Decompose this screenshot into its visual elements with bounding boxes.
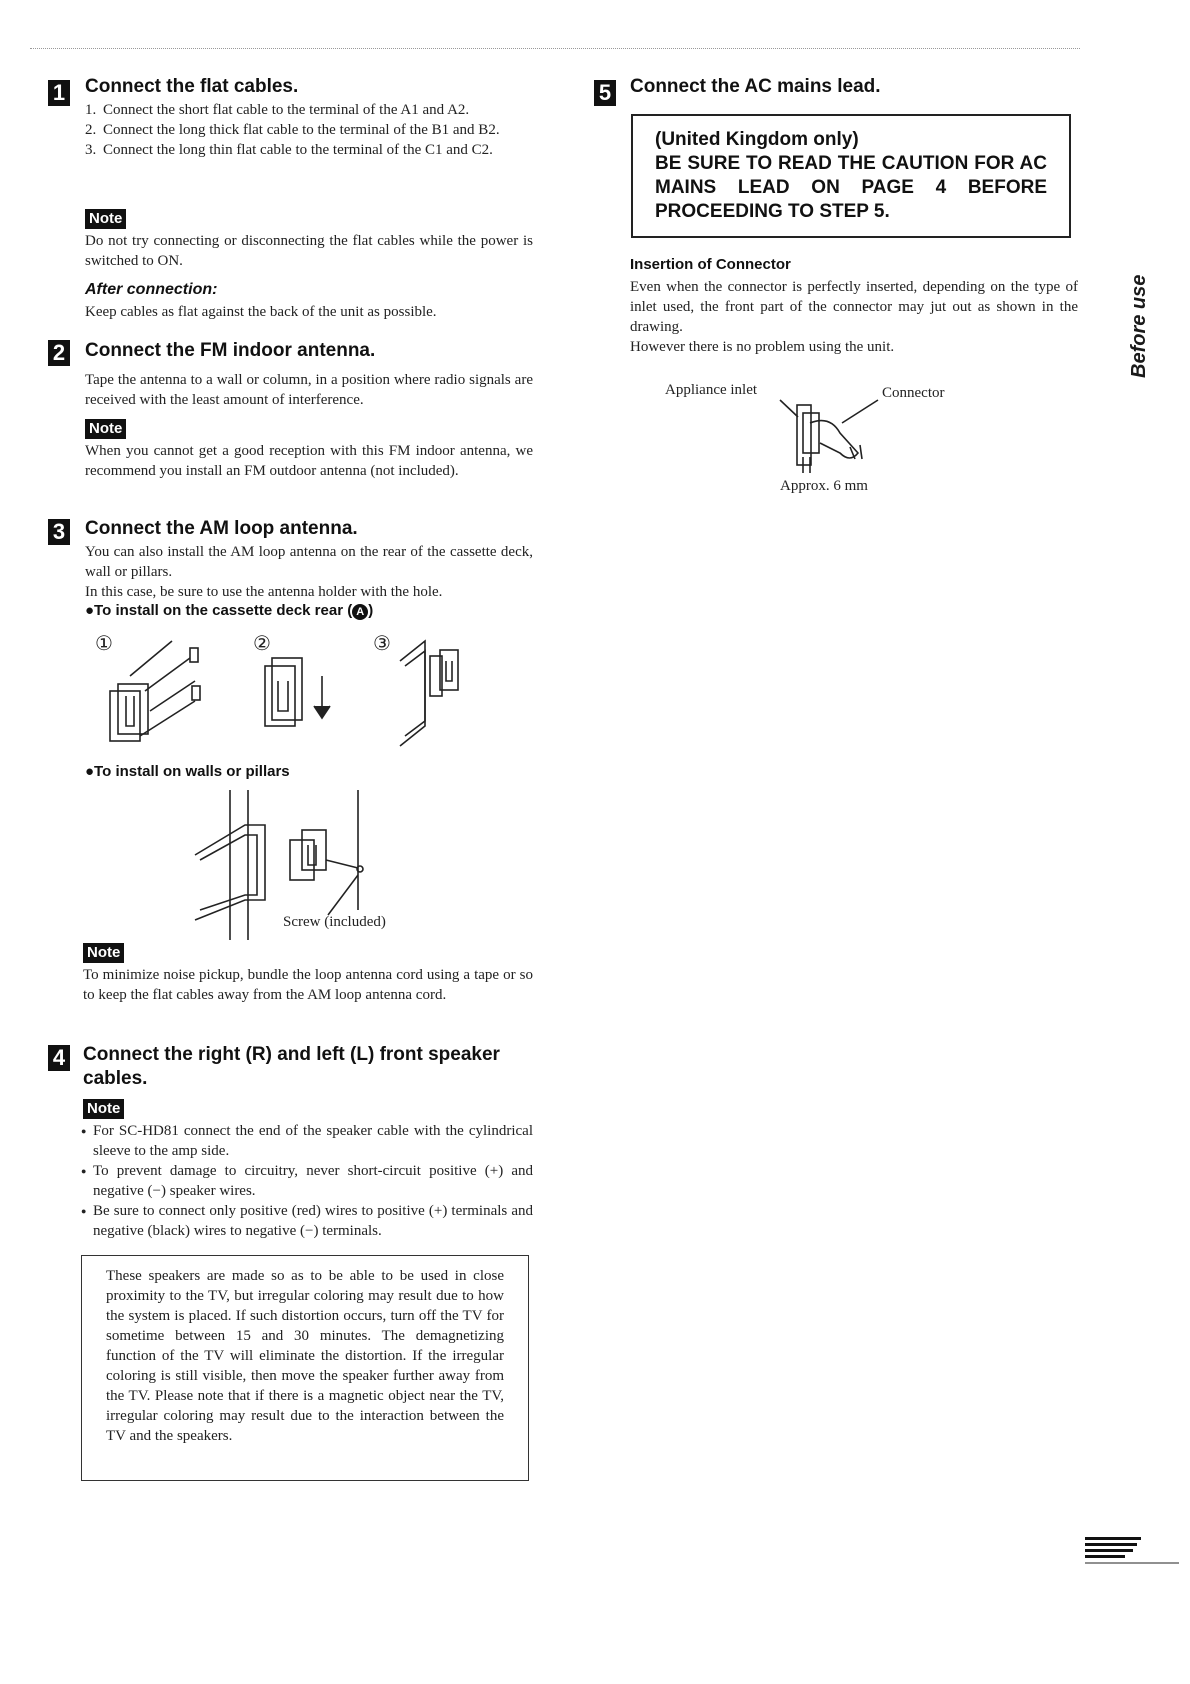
label-connector: Connector (882, 385, 945, 401)
step-1-note-text: Do not try connecting or disconnecting the flat cables while the power is switched to ON. (85, 233, 533, 269)
step-4-number: 4 (48, 1045, 70, 1071)
step-4-bullet-2: ● To prevent damage to circuitry, never short-circuit positive (+) and negative (−) speaker wires. (83, 1161, 533, 1201)
step-5-title: Connect the AC mains lead. (630, 76, 881, 97)
caution-uk-only: (United Kingdom only) (655, 129, 859, 150)
step-4-bullet-3: ● Be sure to connect only positive (red) wires to positive (+) terminals and negative (black) wires to negative (−) terminals. (83, 1201, 533, 1241)
fig-label-3: ③ (373, 633, 391, 655)
step-4-note-label: Note (83, 1099, 124, 1119)
install-rear-heading: ●To install on the cassette deck rear ( A ) (85, 602, 374, 619)
insertion-text-1: Even when the connector is perfectly inserted, depending on the type of inlet used, the front part of the connector may jut out as shown in the drawing. (630, 279, 1078, 335)
insertion-title: Insertion of Connector (630, 256, 791, 273)
step-3-text-1: You can also install the AM loop antenna on the rear of the cassette deck, wall or pillars. (85, 544, 533, 580)
step-2-note-label: Note (85, 419, 126, 439)
step-2-number: 2 (48, 340, 70, 366)
step-1-number: 1 (48, 80, 70, 106)
insertion-text-2: However there is no problem using the unit. (630, 339, 895, 355)
step-1-note-label: Note (85, 209, 126, 229)
step-3-note-text: To minimize noise pickup, bundle the loop antenna cord using a tape or so to keep the flat cables away from the AM loop antenna cord. (83, 967, 533, 1003)
step-3-text-2: In this case, be sure to use the antenna holder with the hole. (85, 584, 443, 600)
step-1-title: Connect the flat cables. (85, 76, 299, 97)
top-dotted-rule (30, 48, 1080, 49)
step-1-list: 1. Connect the short flat cable to the terminal of the A1 and A2. 2. Connect the long thick flat cable to the terminal of the B1 and B2. 3. Connect the long thin flat cable to the terminal of the C1 and C2. (85, 102, 500, 158)
step-1-item-3: Connect the long thin flat cable to the terminal of the C1 and C2. (103, 142, 493, 158)
step-2-text: Tape the antenna to a wall or column, in a position where radio signals are received with the least amount of interference. (85, 372, 533, 408)
label-approx-6mm: Approx. 6 mm (780, 478, 868, 494)
step-3-number: 3 (48, 519, 70, 545)
step-3-note-label: Note (83, 943, 124, 963)
install-wall-heading: ●To install on walls or pillars (85, 763, 290, 780)
screw-label: Screw (included) (283, 914, 386, 930)
fig-label-1: ① (95, 633, 113, 655)
marker-a-badge: A (352, 604, 368, 620)
step-3-title: Connect the AM loop antenna. (85, 518, 358, 539)
step-5-number: 5 (594, 80, 616, 106)
connector-illustration (770, 395, 890, 485)
after-connection-text: Keep cables as flat against the back of the unit as possible. (85, 304, 437, 320)
step-4-bullets (83, 1121, 533, 1241)
step-2-note-text: When you cannot get a good reception with this FM indoor antenna, we recommend you install an FM outdoor antenna (not included). (85, 443, 533, 479)
step-4-bullet-1: ● For SC-HD81 connect the end of the speaker cable with the cylindrical sleeve to the amp side. (83, 1121, 533, 1161)
caution-text: BE SURE TO READ THE CAUTION FOR AC MAINS LEAD ON PAGE 4 BEFORE PROCEEDING TO STEP 5. (655, 153, 1047, 222)
fig-label-2: ② (253, 633, 271, 655)
uk-caution-box (631, 114, 1071, 238)
after-connection-title: After connection: (85, 281, 218, 298)
step-4-title: Connect the right (R) and left (L) front speaker cables. (83, 1044, 500, 1089)
step-1-item-2: Connect the long thick flat cable to the terminal of the B1 and B2. (103, 122, 500, 138)
next-page-arrow-icon (1085, 1535, 1180, 1565)
step-2-title: Connect the FM indoor antenna. (85, 340, 376, 361)
tv-interference-box: These speakers are made so as to be able to be used in close proximity to the TV, but irregular coloring may result due to how the system is placed. If such distortion occurs, turn off the TV for sometime between 15 and 30 minutes. The demagnetizing function of the TV will eliminate the distortion. If the irregular coloring is still visible, then move the speaker further away from the TV. Please note that if there is a magnetic object near the TV, irregular coloring may result due to the interaction between the TV and the speakers. (81, 1255, 529, 1481)
antenna-holder-illustration (100, 633, 500, 756)
step-1-item-1: Connect the short flat cable to the terminal of the A1 and A2. (103, 102, 470, 118)
label-appliance-inlet: Appliance inlet (665, 382, 758, 398)
before-use-side-tab: Before use (1128, 274, 1150, 378)
